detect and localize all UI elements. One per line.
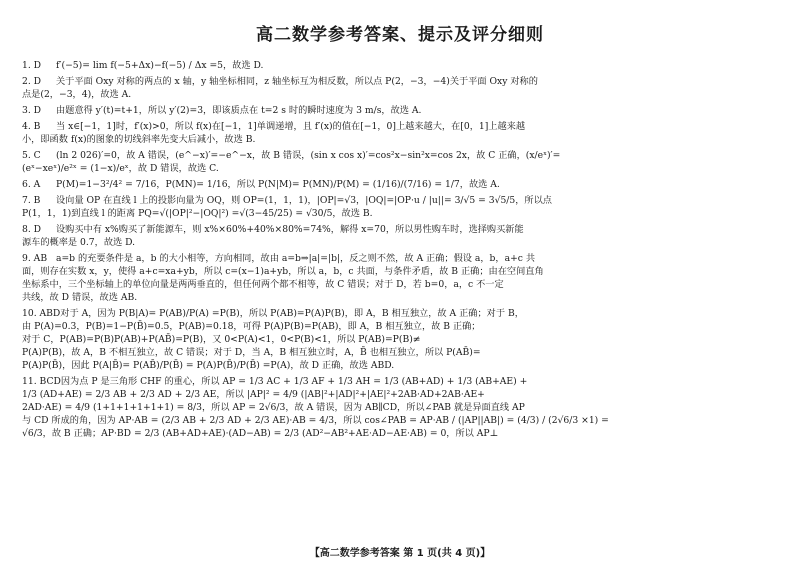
answer-line (22, 178, 778, 191)
answer-item (22, 307, 778, 372)
answer-item (22, 194, 778, 220)
answer-text: 设向量 OP 在直线 l 上的投影向量为 OQ，则 OP=(1，1，1)，|OP|=√3，|OQ|=|OP·u / |u||= 3/√5 = 3√5/5，所以点 (56, 195, 552, 206)
answer-text: 源车的概率是 0.7，故选 D. (22, 237, 136, 248)
answer-line (22, 265, 778, 278)
answer-line (22, 307, 778, 320)
answer-number: 8. D (22, 224, 42, 235)
answer-line (22, 88, 778, 101)
answer-text: f′(−5)= lim f(−5+Δx)−f(−5) / Δx =5，故选 D. (56, 60, 264, 71)
answer-text: 由题意得 y′(t)=t+1，所以 y′(2)=3，即该质点在 t=2 s 时的瞬时速度为 3 m/s，故选 A. (56, 105, 422, 116)
answer-line (22, 346, 778, 359)
answer-line (22, 236, 778, 249)
answer-line (22, 278, 778, 291)
answer-line (22, 120, 778, 133)
answer-item (22, 75, 778, 101)
answer-line (22, 291, 778, 304)
answer-text: (eˣ−xeˣ)/e²ˣ = (1−x)/eˣ，故 D 错误，故选 C. (22, 163, 219, 174)
answer-line (22, 401, 778, 414)
answer-text: P(M)=1−3²/4² = 7/16，P(MN)= 1/16，所以 P(N|M)= P(MN)/P(M) = (1/16)/(7/16) = 1/7，故选 A. (56, 179, 500, 190)
answer-text: 当 x∈[−1，1]时，f′(x)>0，所以 f(x)在[−1，1]单调递增，且 f′(x)的值在[−1，0]上越来越大，在[0，1]上越来越 (56, 121, 526, 132)
page-title: 高二数学参考答案、提示及评分细则 (256, 25, 544, 45)
answer-text: 对于 A，因为 P(B|A)= P(AB)/P(A) =P(B)，所以 P(AB)=P(A)P(B)，即 A，B 相互独立，故 A 正确；对于 B， (60, 308, 524, 319)
answer-line (22, 375, 778, 388)
answer-line (22, 104, 778, 117)
answer-line (22, 320, 778, 333)
answer-text: P(A)P(B)，故 A，B 不相互独立，故 C 错误；对于 D，当 A，B 相互独立时，A，B̄ 也相互独立，所以 P(AB̄)= (22, 347, 481, 358)
answer-line (22, 252, 778, 265)
answer-text: 由 P(A)=0.3，P(B)=1−P(B̄)=0.5，P(AB)=0.18，可得 P(A)P(B)=P(AB)，即 A，B 相互独立，故 B 正确； (22, 321, 481, 332)
answer-item (22, 59, 778, 72)
answer-number: 1. D (22, 60, 42, 71)
answer-text: a=b 的充要条件是 a，b 的大小相等，方向相同，故由 a=b⇒|a|=|b|，反之则不然，故 A 正确；假设 a，b，a+c 共 (56, 253, 536, 264)
answer-number: 3. D (22, 105, 42, 116)
answer-line (22, 194, 778, 207)
answer-text: 与 CD 所成的角，因为 AP·AB = (2/3 AB + 2/3 AD + 2/3 AE)·AB = 4/3，所以 cos∠PAB = AP·AB / (|AP||AB|) = (4/3) / (2√6/3 ×1) = (22, 415, 609, 426)
answer-number: 7. B (22, 195, 41, 206)
answer-number: 10. ABD (22, 308, 61, 319)
answer-text: 小，即函数 f(x)的图象的切线斜率先变大后减小，故选 B. (22, 134, 256, 145)
answer-text: 共线，故 D 错误，故选 AB. (22, 292, 138, 303)
answer-line (22, 59, 778, 72)
answer-line (22, 149, 778, 162)
answer-line (22, 162, 778, 175)
answer-item (22, 375, 778, 440)
answer-line (22, 388, 778, 401)
answer-number: 2. D (22, 76, 42, 87)
answer-item (22, 252, 778, 304)
answer-line (22, 414, 778, 427)
answer-text: 面，则存在实数 x，y，使得 a+c=xa+yb，所以 c=(x−1)a+yb，所以 a，b，c 共面，与条件矛盾，故 B 正确；由在空间直角 (22, 266, 544, 277)
answer-item (22, 104, 778, 117)
answer-text: 坐标系中，三个坐标轴上的单位向量是两两垂直的，但任何两个都不相等，故 C 错误；对于 D，若 b=0，a，c 不一定 (22, 279, 504, 290)
answer-line (22, 333, 778, 346)
answer-line (22, 427, 778, 440)
answer-number: 11. BCD (22, 376, 61, 387)
answer-item (22, 149, 778, 175)
answer-item (22, 178, 778, 191)
answer-number: 4. B (22, 121, 41, 132)
answer-text: P(A)P(B̄)，因此 P(A|B̄)= P(AB̄)/P(B̄) = P(A)P(B̄)/P(B̄) =P(A)，故 D 正确，故选 ABD. (22, 360, 395, 371)
page-footer: 【高二数学参考答案 第 1 页(共 4 页)】 (309, 548, 491, 559)
spacer (22, 440, 778, 443)
answer-text: P(1，1，1)到直线 l 的距离 PQ=√(|OP|²−|OQ|²) =√(3−45/25) = √30/5，故选 B. (22, 208, 373, 219)
answer-number: 6. A (22, 179, 41, 190)
answer-list (22, 59, 778, 443)
answer-item (22, 223, 778, 249)
answer-text: 设购买中有 x%购买了新能源车，则 x%×60%+40%×80%=74%，解得 x=70，所以男性购车时，选择购买新能 (56, 224, 524, 235)
answer-text: 因为点 P 是三角形 CHF 的重心，所以 AP = 1/3 AC + 1/3 AF + 1/3 AH = 1/3 (AB+AD) + 1/3 (AB+AE) + (60, 376, 528, 387)
answer-text: 2AD·AE) = 4/9 (1+1+1+1+1+1) = 8/3，所以 AP = 2√6/3，故 A 错误，因为 AB∥CD，所以∠PAB 就是异面直线 AP (22, 402, 525, 413)
answer-number: 5. C (22, 150, 41, 161)
answer-line (22, 359, 778, 372)
answer-text: 关于平面 Oxy 对称的两点的 x 轴，y 轴坐标相同，z 轴坐标互为相反数，所以点 P(2，−3，−4)关于平面 Oxy 对称的 (56, 76, 538, 87)
answer-text: 1/3 (AD+AE) = 2/3 AB + 2/3 AD + 2/3 AE，所以 |AP|² = 4/9 (|AB|²+|AD|²+|AE|²+2AB·AD+2AB·AE+ (22, 389, 485, 400)
answer-line (22, 223, 778, 236)
answer-text: (ln 2 026)′=0，故 A 错误，(e^−x)′=−e^−x，故 B 错误，(sin x cos x)′=cos²x−sin²x=cos 2x，故 C 正确，(x/eˣ)′= (56, 150, 561, 161)
answer-text: 对于 C，P(AB)=P(B)P(AB)+P(AB̄)=P(B)，又 0<P(A)<1，0<P(B)<1，所以 P(AB)=P(B)≠ (22, 334, 421, 345)
answer-text: 点是(2，−3，4)，故选 A. (22, 89, 132, 100)
answer-line (22, 75, 778, 88)
answer-item (22, 120, 778, 146)
answer-text: √6/3，故 B 正确；AP·BD = 2/3 (AB+AD+AE)·(AD−AB) = 2/3 (AD²−AB²+AE·AD−AE·AB) = 0，所以 AP⊥ (22, 428, 499, 439)
answer-line (22, 133, 778, 146)
answer-line (22, 207, 778, 220)
answer-number: 9. AB (22, 253, 48, 264)
